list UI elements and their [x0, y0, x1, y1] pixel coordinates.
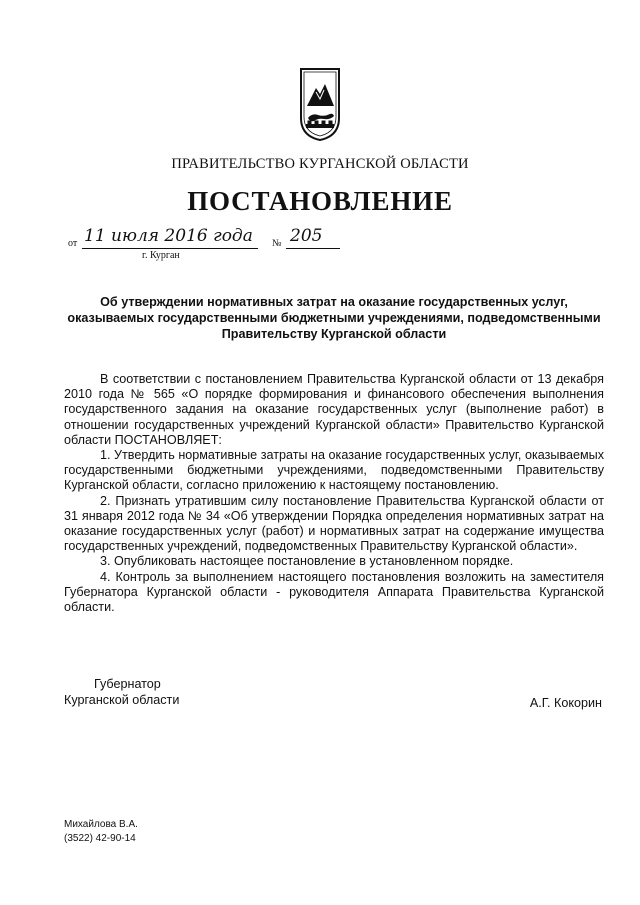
signer-position-line2: Курганской области: [64, 692, 180, 707]
executor-footer: [64, 818, 138, 846]
resolution-title: Об утверждении нормативных затрат на оказание государственных услуг, оказываемых государственными бюджетными учреждениями, подведомственными Правительству Курганской области: [67, 295, 601, 341]
paragraph-item-3: 3. Опубликовать настоящее постановление в установленном порядке.: [100, 554, 514, 569]
date-number-line: [68, 226, 348, 266]
date-prefix: от: [68, 238, 78, 249]
executor-phone: (3522) 42-90-14: [64, 833, 136, 844]
handwritten-date: 11 июля 2016 года: [82, 226, 258, 249]
signature-block: [64, 677, 604, 708]
paragraph-item-4: 4. Контроль за выполнением настоящего постановления возложить на заместителя Губернатора Курганской области - руководителя Аппарата Правительства Курганской области.: [64, 569, 604, 615]
number-prefix: №: [272, 238, 282, 249]
signer-position-line1: Губернатор: [94, 677, 161, 691]
government-name: ПРАВИТЕЛЬСТВО КУРГАНСКОЙ ОБЛАСТИ: [171, 156, 469, 172]
city: г. Курган: [142, 250, 180, 261]
resolution-body: [64, 372, 604, 615]
executor-name: Михайлова В.А.: [64, 819, 138, 830]
signer-name: А.Г. Кокорин: [529, 696, 602, 710]
handwritten-number: 205: [286, 226, 340, 249]
paragraph-item-2: 2. Признать утратившим силу постановление Правительства Курганской области от 31 января 2012 года № 34 «Об утверждении Порядка определения нормативных затрат на оказание государственных услуг (работ) и нормативных затрат на содержание имущества государственных учреждений, подведомственных Правительству Курганской области».: [64, 493, 604, 554]
coat-of-arms-icon: [298, 66, 342, 142]
document-type: ПОСТАНОВЛЕНИЕ: [187, 186, 453, 216]
paragraph-preamble: В соответствии с постановлением Правительства Курганской области от 13 декабря 2010 года № 565 «О порядке формирования и финансового обеспечения выполнения государственного задания на оказание государственных услуг (выполнение работ) в отношении государственных учреждений Курганской области» Правительство Курганской области ПОСТАНОВЛЯЕТ:: [64, 372, 604, 447]
paragraph-item-1: 1. Утвердить нормативные затраты на оказание государственных услуг, оказываемых государственными бюджетными учреждениями, подведомственными Правительству Курганской области, согласно приложению к настоящему постановлению.: [64, 448, 604, 493]
